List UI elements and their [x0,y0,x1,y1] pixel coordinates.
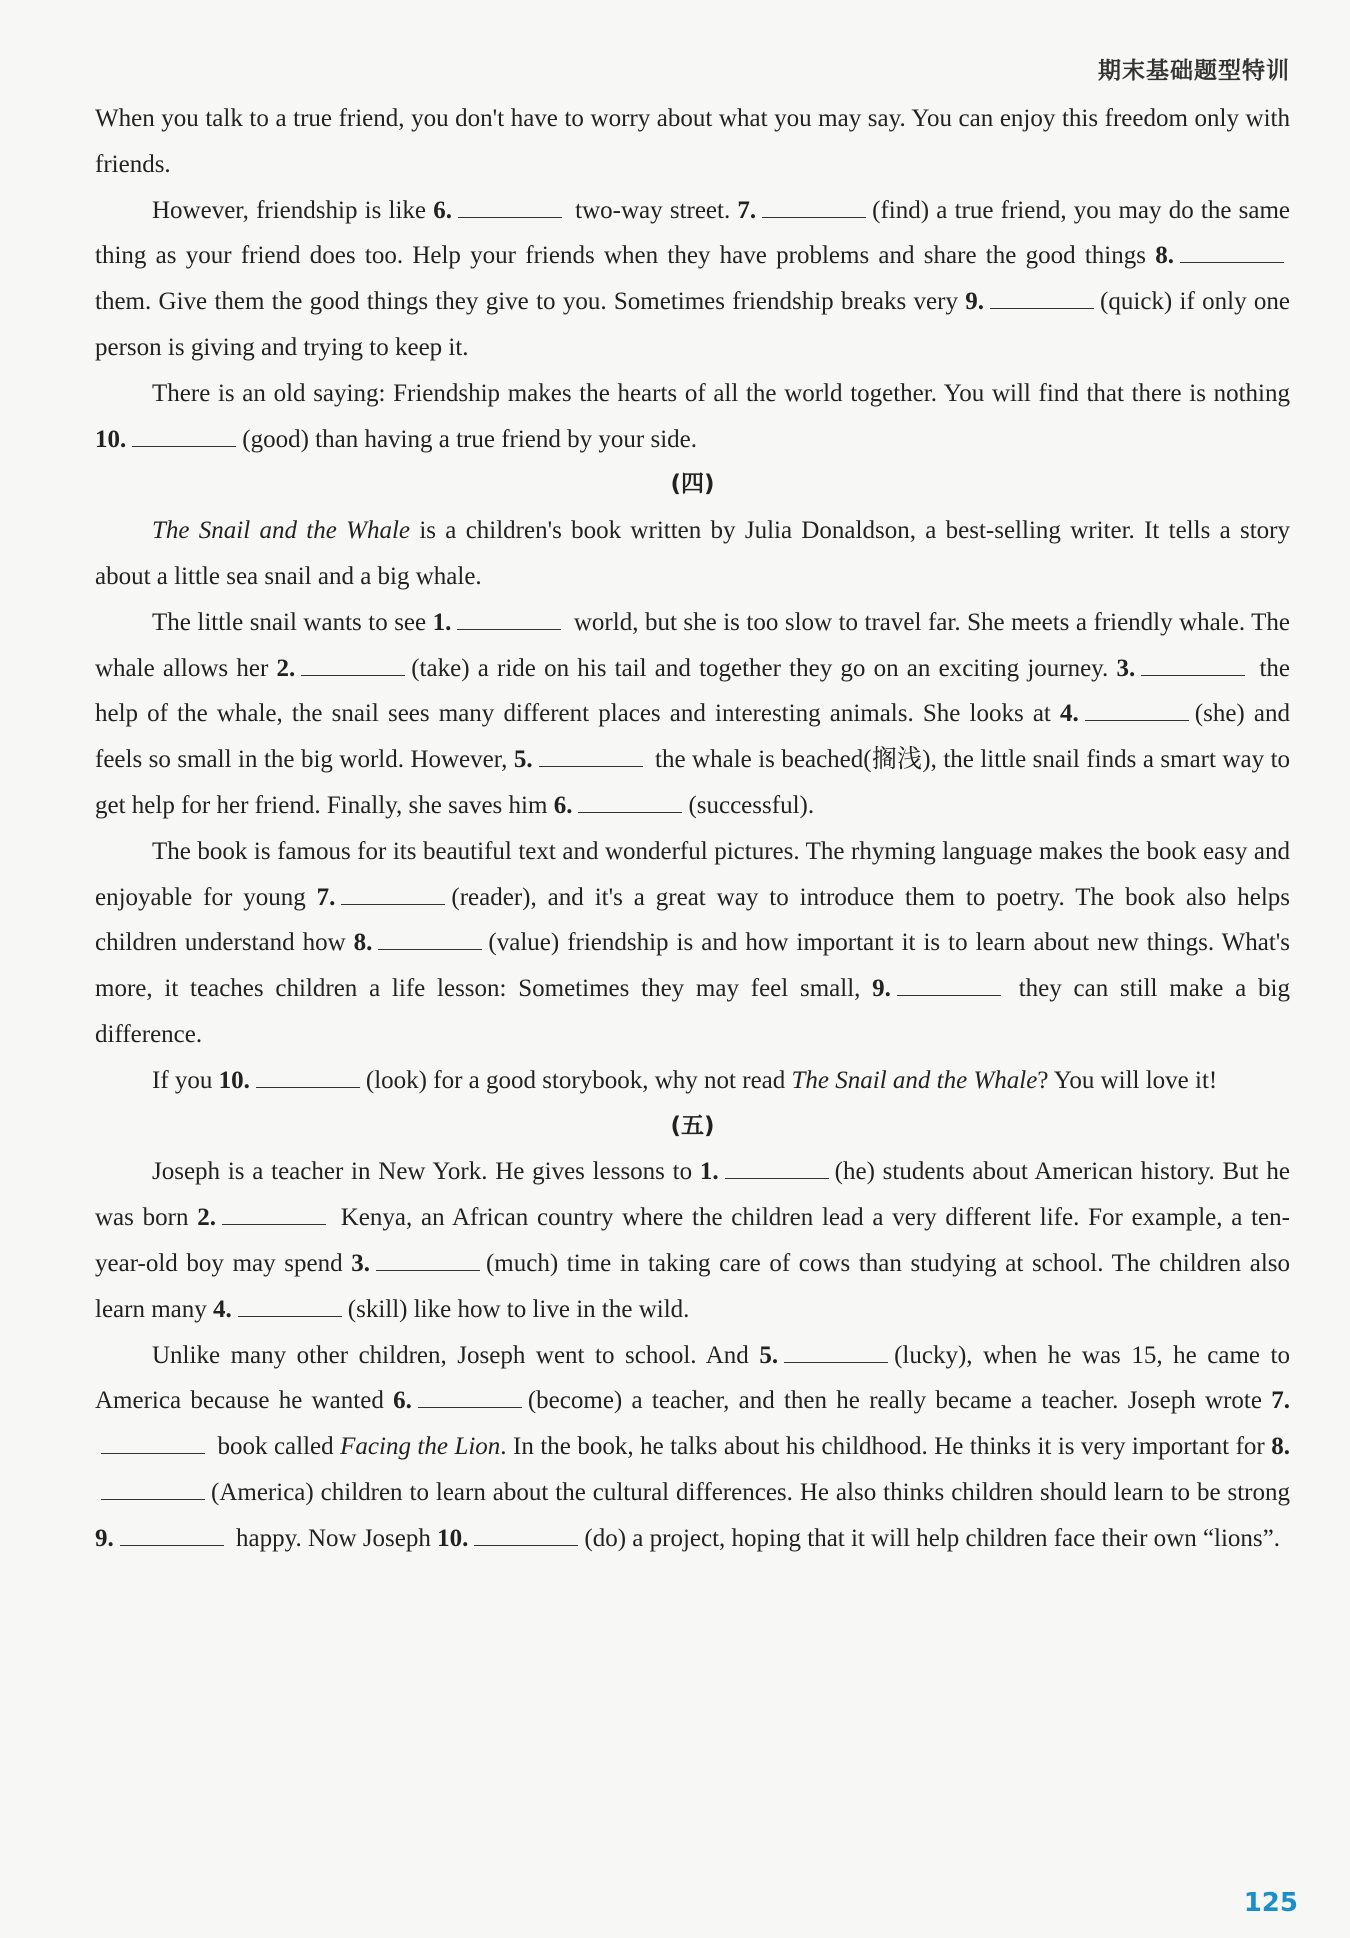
question-number: 9. [872,975,891,1003]
text-run: (become) a teacher, and then he really became a teacher. Joseph wrote [527,1387,1272,1415]
text-run: (lucky), when he was 15, he came to America because he wanted [95,1341,1290,1415]
answer-blank[interactable] [238,1291,342,1317]
text-run: (do) a project, hoping that it will help children face their own “lions”. [584,1524,1281,1552]
text-run: There is an old saying: Friendship makes the hearts of all the world together. You will find that there is nothing [152,379,1290,407]
text-run: If you [152,1066,219,1094]
paragraph [95,829,1290,1058]
answer-blank[interactable] [1180,237,1284,263]
question-number: 3. [1116,654,1136,682]
answer-blank[interactable] [725,1153,829,1179]
question-number: 2. [276,654,296,682]
question-number: 9. [95,1524,114,1552]
answer-blank[interactable] [539,741,643,767]
answer-blank[interactable] [474,1520,578,1546]
text-run: (quick) if only one person is giving and trying to keep it. [95,288,1290,361]
question-number: 5. [759,1341,779,1369]
section-heading: (五) [670,1112,715,1139]
paragraph [95,1149,1290,1332]
answer-blank[interactable] [341,879,445,905]
answer-blank[interactable] [376,1245,480,1271]
question-number: 6. [393,1387,412,1415]
question-number: 1. [699,1158,719,1186]
text-run: them. Give them the good things they give to you. Sometimes friendship breaks very [95,288,966,316]
text-run: . In the book, he talks about his childhood. He thinks it is very important for [500,1433,1272,1461]
question-number: 7. [1271,1387,1290,1415]
answer-blank[interactable] [784,1337,888,1363]
book-title: The Snail and the Whale [152,517,411,545]
book-title: The Snail and the Whale [791,1066,1038,1094]
text-run: (value) friendship is and how important it is to learn about new things. What's more, it teaches children a life lesson: Sometimes they may feel small, [95,929,1290,1003]
text-run: However, friendship is like [152,196,434,224]
question-number: 10. [218,1066,250,1094]
question-number: 7. [737,196,757,224]
section-heading: (四) [670,471,715,498]
text-run: ? You will love it! [1037,1066,1218,1094]
text-run: (he) students about American history. But he was born [95,1158,1290,1232]
answer-blank[interactable] [101,1428,205,1454]
page-number: 125 [1243,1888,1298,1918]
answer-blank[interactable] [101,1474,205,1500]
paragraph [95,188,1290,371]
text-run: (take) a ride on his tail and together they go on an exciting journey. [411,654,1117,682]
answer-blank[interactable] [1141,650,1245,676]
text-run: The little snail wants to see [152,608,433,636]
text-run: Kenya, an African country where the children lead a very different life. For example, a ten-year-old boy may spend [95,1204,1290,1277]
question-number: 10. [437,1524,469,1552]
text-run: Unlike many other children, Joseph went to school. And [152,1341,760,1369]
answer-blank[interactable] [222,1199,326,1225]
text-run: the whale is beached(搁浅), the little snail finds a smart way to get help for her friend. Finally, she saves him [95,746,1291,819]
answer-blank[interactable] [378,924,482,950]
answer-blank[interactable] [458,192,562,218]
question-number: 4. [213,1295,232,1323]
text-run: The book is famous for its beautiful text and wonderful pictures. The rhyming language makes the book easy and enjoyable for young [95,837,1290,911]
page-header: 期末基础题型特训 [1098,58,1290,84]
text-run: (America) children to learn about the cultural differences. He also thinks children should learn to be strong [211,1478,1290,1506]
text-run: they can still make a big difference. [95,975,1290,1048]
text-run: (much) time in taking care of cows than studying at school. The children also learn many [95,1249,1290,1323]
question-number: 3. [351,1249,370,1277]
answer-blank[interactable] [457,604,561,630]
answer-blank[interactable] [418,1382,522,1408]
answer-blank[interactable] [132,421,236,447]
book-title: Facing the Lion [340,1433,501,1461]
question-number: 4. [1060,700,1079,728]
question-number: 6. [433,196,452,224]
question-number: 2. [197,1204,216,1232]
question-number: 8. [353,929,373,957]
text-run: (find) a true friend, you may do the same thing as your friend does too. Help your friends when they have problems and share the good things [95,196,1291,270]
answer-blank[interactable] [762,192,866,218]
paragraph [95,1333,1290,1562]
text-run: Joseph is a teacher in New York. He gives lessons to [152,1158,700,1186]
answer-blank[interactable] [578,787,682,813]
paragraph [95,600,1290,829]
text-run: (reader), and it's a great way to introduce them to poetry. The book also helps children understand how [95,883,1290,957]
answer-blank[interactable] [256,1062,360,1088]
answer-blank[interactable] [301,650,405,676]
text-run: (look) for a good storybook, why not read [365,1066,792,1094]
answer-blank[interactable] [120,1520,224,1546]
text-run: (successful). [688,791,815,819]
question-number: 10. [95,425,127,453]
question-number: 8. [1271,1433,1290,1461]
text-run: the help of the whale, the snail sees many different places and interesting animals. She looks at [95,654,1291,728]
page-content [95,96,1290,1562]
answer-blank[interactable] [897,970,1001,996]
question-number: 5. [513,746,533,774]
question-number: 6. [553,791,573,819]
paragraph [95,1058,1290,1104]
question-number: 8. [1155,242,1174,270]
paragraph [95,96,1290,188]
question-number: 1. [432,608,452,636]
text-run: (she) and feels so small in the big world. However, [95,700,1290,774]
text-run: is a children's book written by Julia Donaldson, a best-selling writer. It tells a story about a little sea snail and a big whale. [95,517,1290,590]
text-run: When you talk to a true friend, you don't have to worry about what you may say. You can enjoy this freedom only with friends. [95,105,1290,178]
text-run: two-way street. [567,196,738,224]
paragraph [95,508,1290,600]
answer-blank[interactable] [990,283,1094,309]
text-run: (skill) like how to live in the wild. [347,1295,690,1323]
question-number: 7. [316,883,336,911]
answer-blank[interactable] [1085,695,1189,721]
question-number: 9. [965,288,985,316]
text-run: (good) than having a true friend by your side. [242,425,697,453]
text-run: book called [211,1433,341,1461]
text-run: world, but she is too slow to travel far. She meets a friendly whale. The whale allows her [95,608,1290,682]
text-run: happy. Now Joseph [229,1524,438,1552]
paragraph [95,371,1290,463]
